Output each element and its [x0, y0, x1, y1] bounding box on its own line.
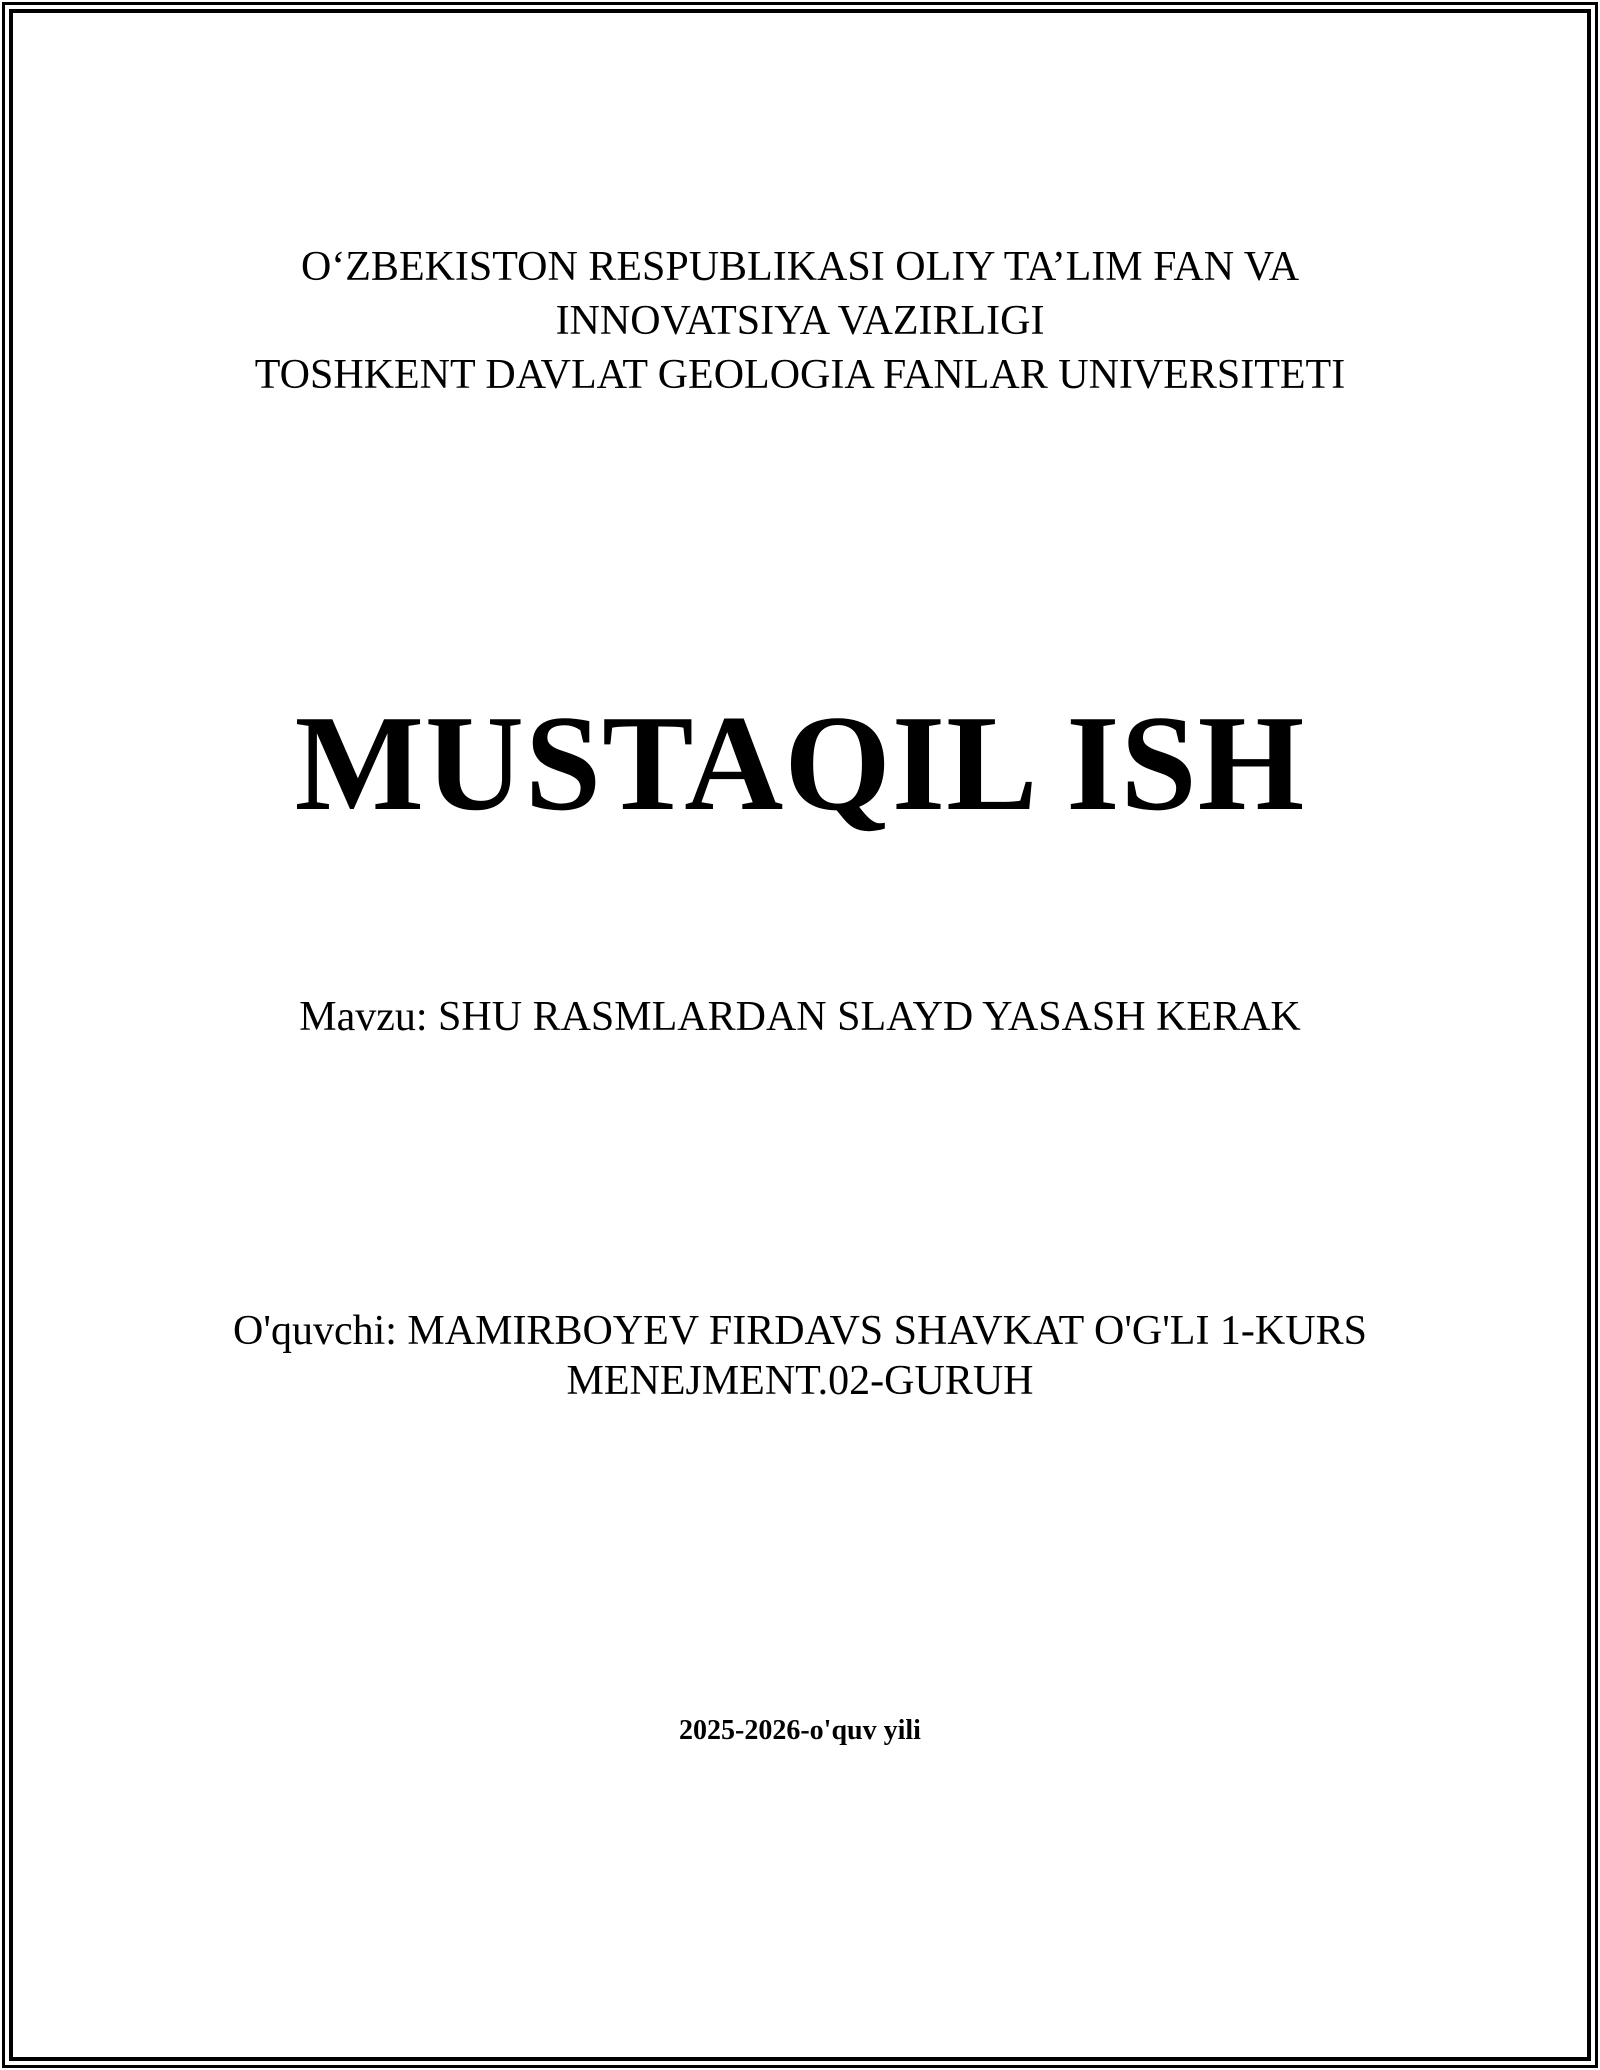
academic-year: 2025-2026-o'quv yili — [679, 1715, 921, 1746]
student-info-line-1: O'quvchi: MAMIRBOYEV FIRDAVS SHAVKAT O'G'LI 1-KURS — [233, 1308, 1367, 1354]
ministry-header — [0, 240, 1600, 402]
document-title: MUSTAQIL ISH — [294, 687, 1306, 839]
topic-line: Mavzu: SHU RASMLARDAN SLAYD YASASH KERAK — [299, 994, 1301, 1040]
university-name: TOSHKENT DAVLAT GEOLOGIA FANLAR UNIVERSITETI — [254, 352, 1346, 398]
ministry-header-line-2: INNOVATSIYA VAZIRLIGI — [555, 298, 1045, 344]
student-info-line-2: MENEJMENT.02-GURUH — [566, 1358, 1034, 1404]
ministry-header-line-1: O‘ZBEKISTON RESPUBLIKASI OLIY TA’LIM FAN VA — [300, 244, 1300, 290]
student-info — [0, 1306, 1600, 1406]
